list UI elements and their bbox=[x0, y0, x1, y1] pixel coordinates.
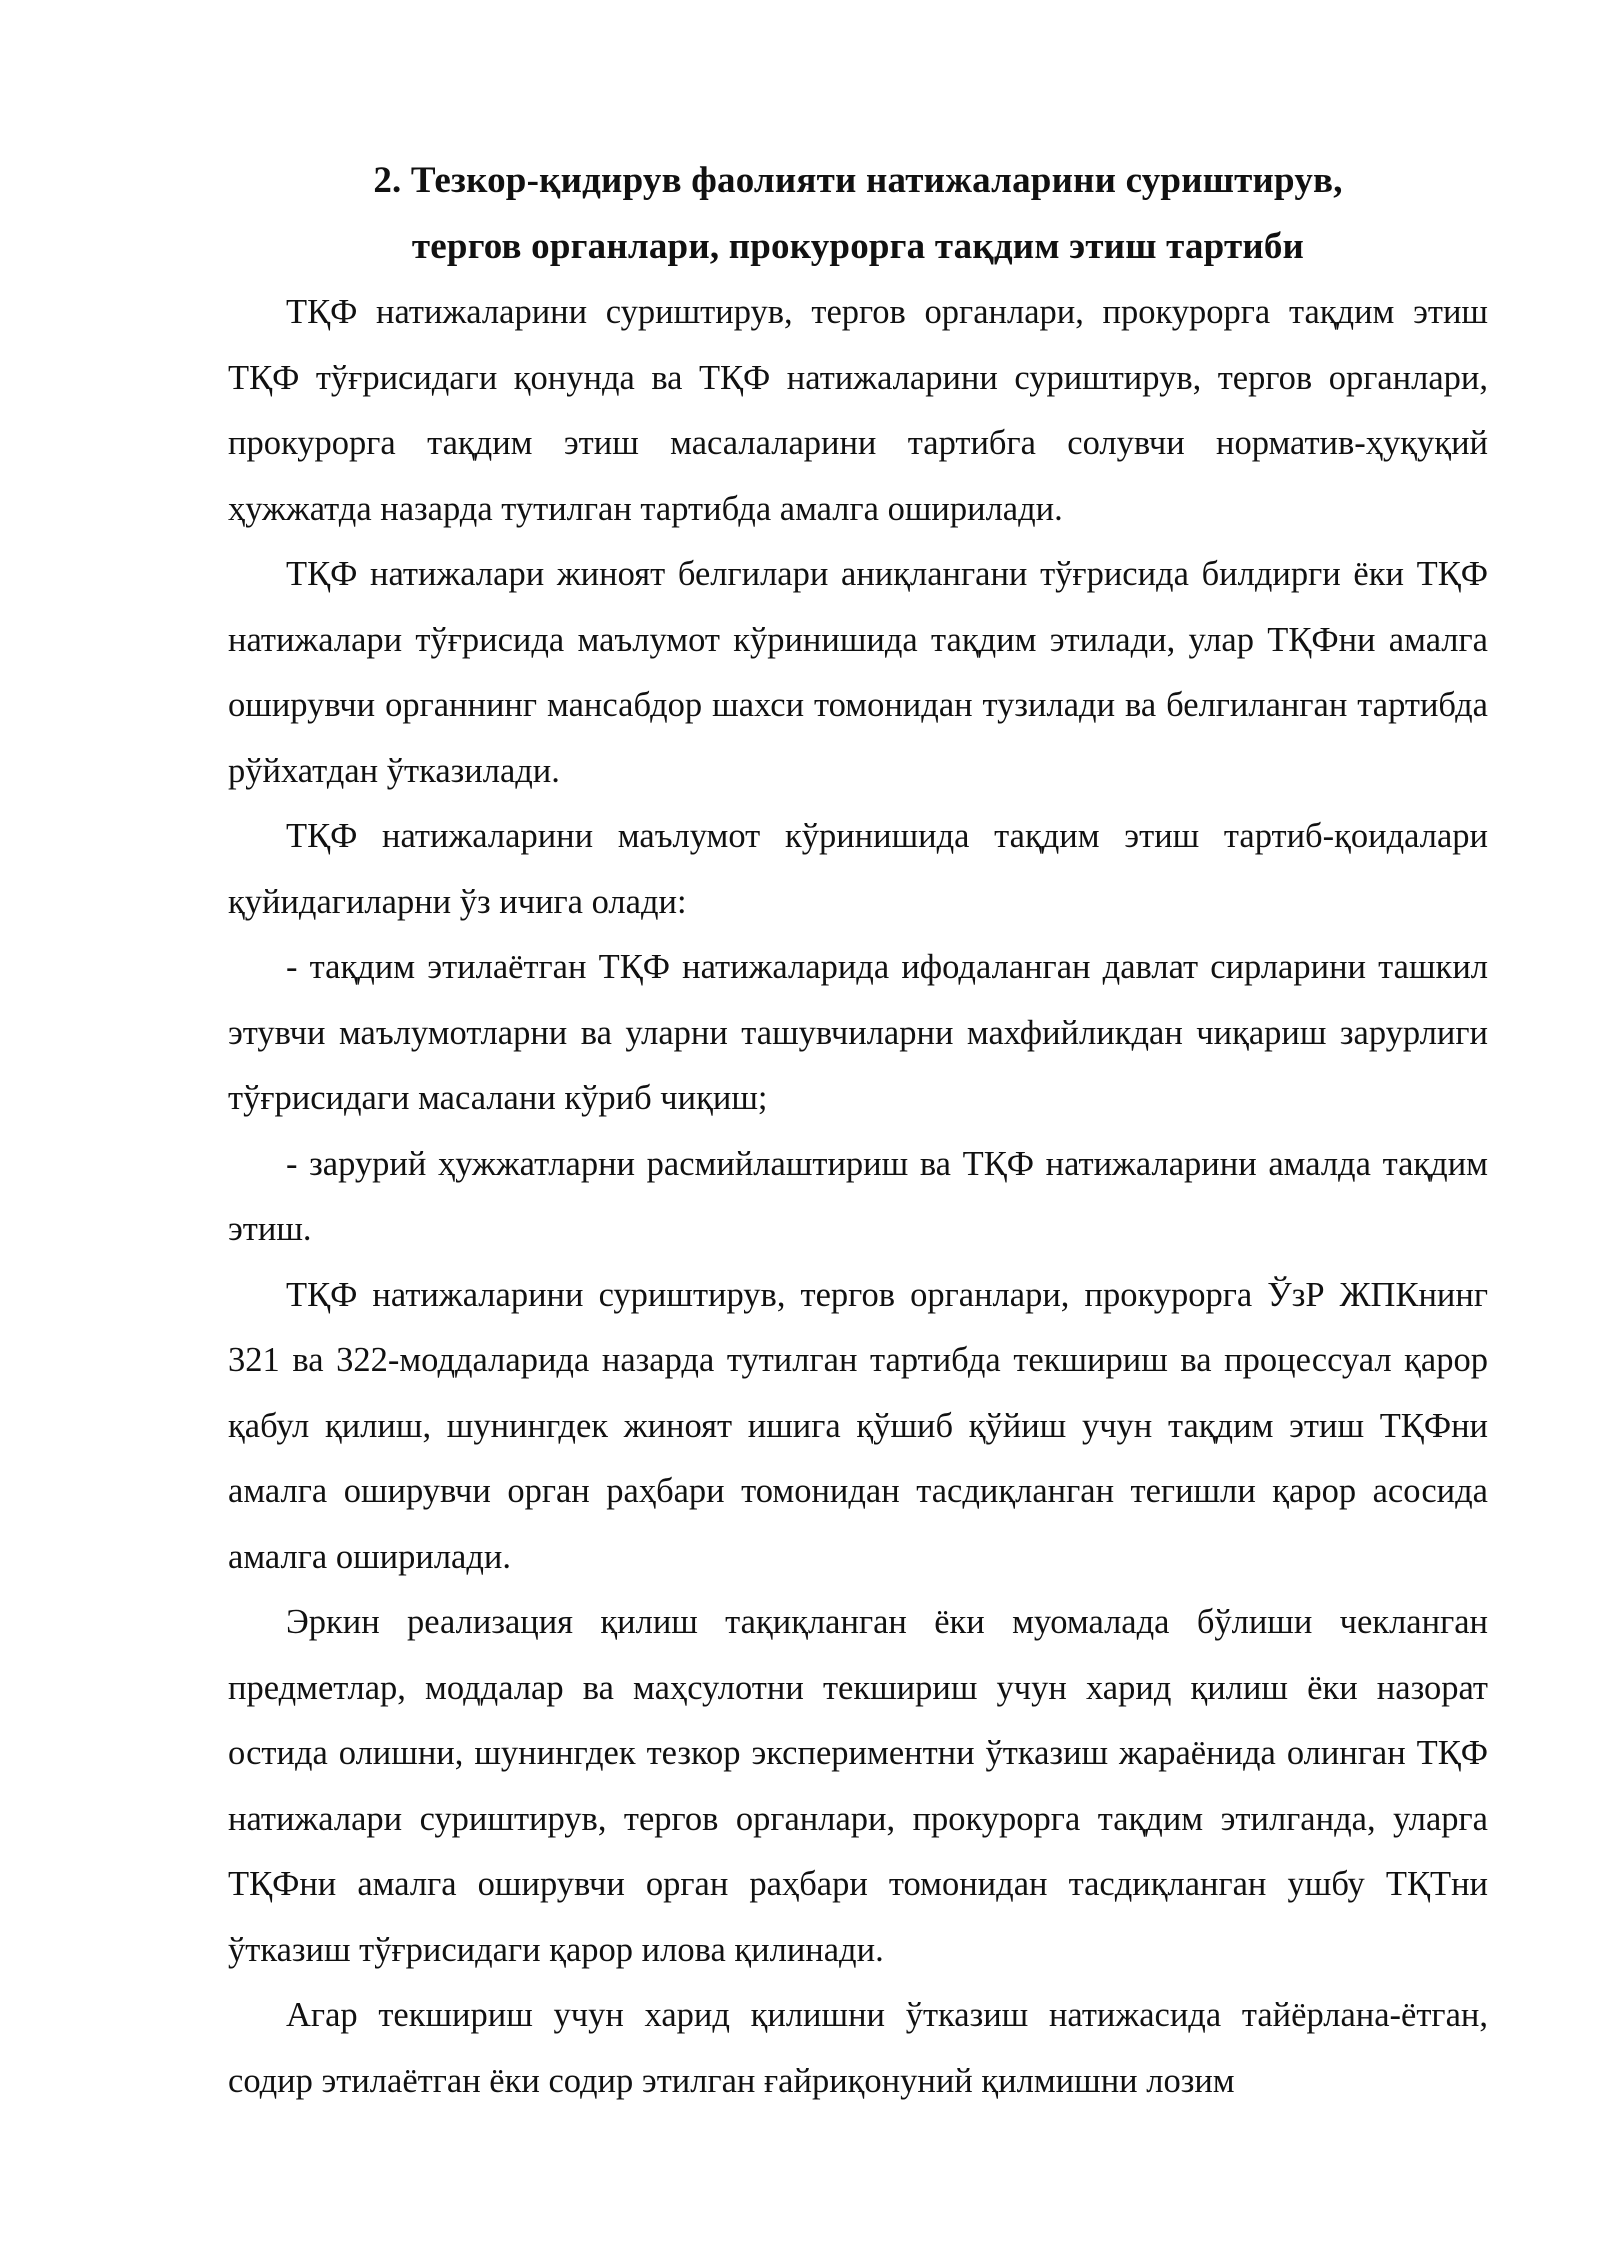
paragraph-1: ТҚФ натижаларини суриштирув, тергов органлари, прокурорга тақдим этиш ТҚФ тўғрисидаги қонунда ва ТҚФ натижаларини суриштирув, тергов органлари, прокурорга тақдим этиш масалаларини тартибга солувчи норматив-ҳуқуқий ҳужжатда назарда тутилган тартибда амалга оширилади. bbox=[228, 293, 1488, 528]
title-line-2: тергов органлари, прокурорга тақдим этиш тартиби bbox=[411, 226, 1305, 267]
document-page bbox=[228, 148, 1488, 2114]
title-line-1: 2. Тезкор-қидирув фаолияти натижаларини суриштирув, bbox=[373, 160, 1343, 201]
document-title bbox=[228, 148, 1488, 280]
paragraph-8: Агар текшириш учун харид қилишни ўтказиш натижасида тайёрлана-ётган, содир этилаётган ёки содир этилган ғайриқонуний қилмишни лозим bbox=[228, 1996, 1488, 2100]
paragraph-3: ТҚФ натижаларини маълумот кўринишида тақдим этиш тартиб-қоидалари қуйидагиларни ўз ичига олади: bbox=[228, 817, 1488, 921]
paragraph-4-list-item: - тақдим этилаётган ТҚФ натижаларида ифодаланган давлат сирларини ташкил этувчи маълумотларни ва уларни ташувчиларни махфийликдан чиқариш зарурлиги тўғрисидаги масалани кўриб чиқиш; bbox=[228, 948, 1488, 1117]
paragraph-6: ТҚФ натижаларини суриштирув, тергов органлари, прокурорга ЎзР ЖПКнинг 321 ва 322-моддаларида назарда тутилган тартибда текшириш ва процессуал қарор қабул қилиш, шунингдек жиноят ишига қўшиб қўйиш учун тақдим этиш ТҚФни амалга оширувчи орган раҳбари томонидан тасдиқланган тегишли қарор асосида амалга оширилади. bbox=[228, 1275, 1488, 1576]
paragraph-7: Эркин реализация қилиш тақиқланган ёки муомалада бўлиши чекланган предметлар, моддалар ва маҳсулотни текшириш учун харид қилиш ёки назорат остида олишни, шунингдек тезкор экспериментни ўтказиш жараёнида олинган ТҚФ натижалари суриштирув, тергов органлари, прокурорга тақдим этилганда, уларга ТҚФни амалга оширувчи орган раҳбари томонидан тасдиқланган ушбу ТҚТни ўтказиш тўғрисидаги қарор илова қилинади. bbox=[228, 1603, 1488, 1969]
paragraph-5-list-item: - зарурий ҳужжатларни расмийлаштириш ва ТҚФ натижаларини амалда тақдим этиш. bbox=[228, 1144, 1488, 1248]
paragraph-2: ТҚФ натижалари жиноят белгилари аниқлангани тўғрисида билдирги ёки ТҚФ натижалари тўғрисида маълумот кўринишида тақдим этилади, улар ТҚФни амалга оширувчи органнинг мансабдор шахси томонидан тузилади ва белгиланган тартибда рўйхатдан ўтказилади. bbox=[228, 555, 1488, 790]
